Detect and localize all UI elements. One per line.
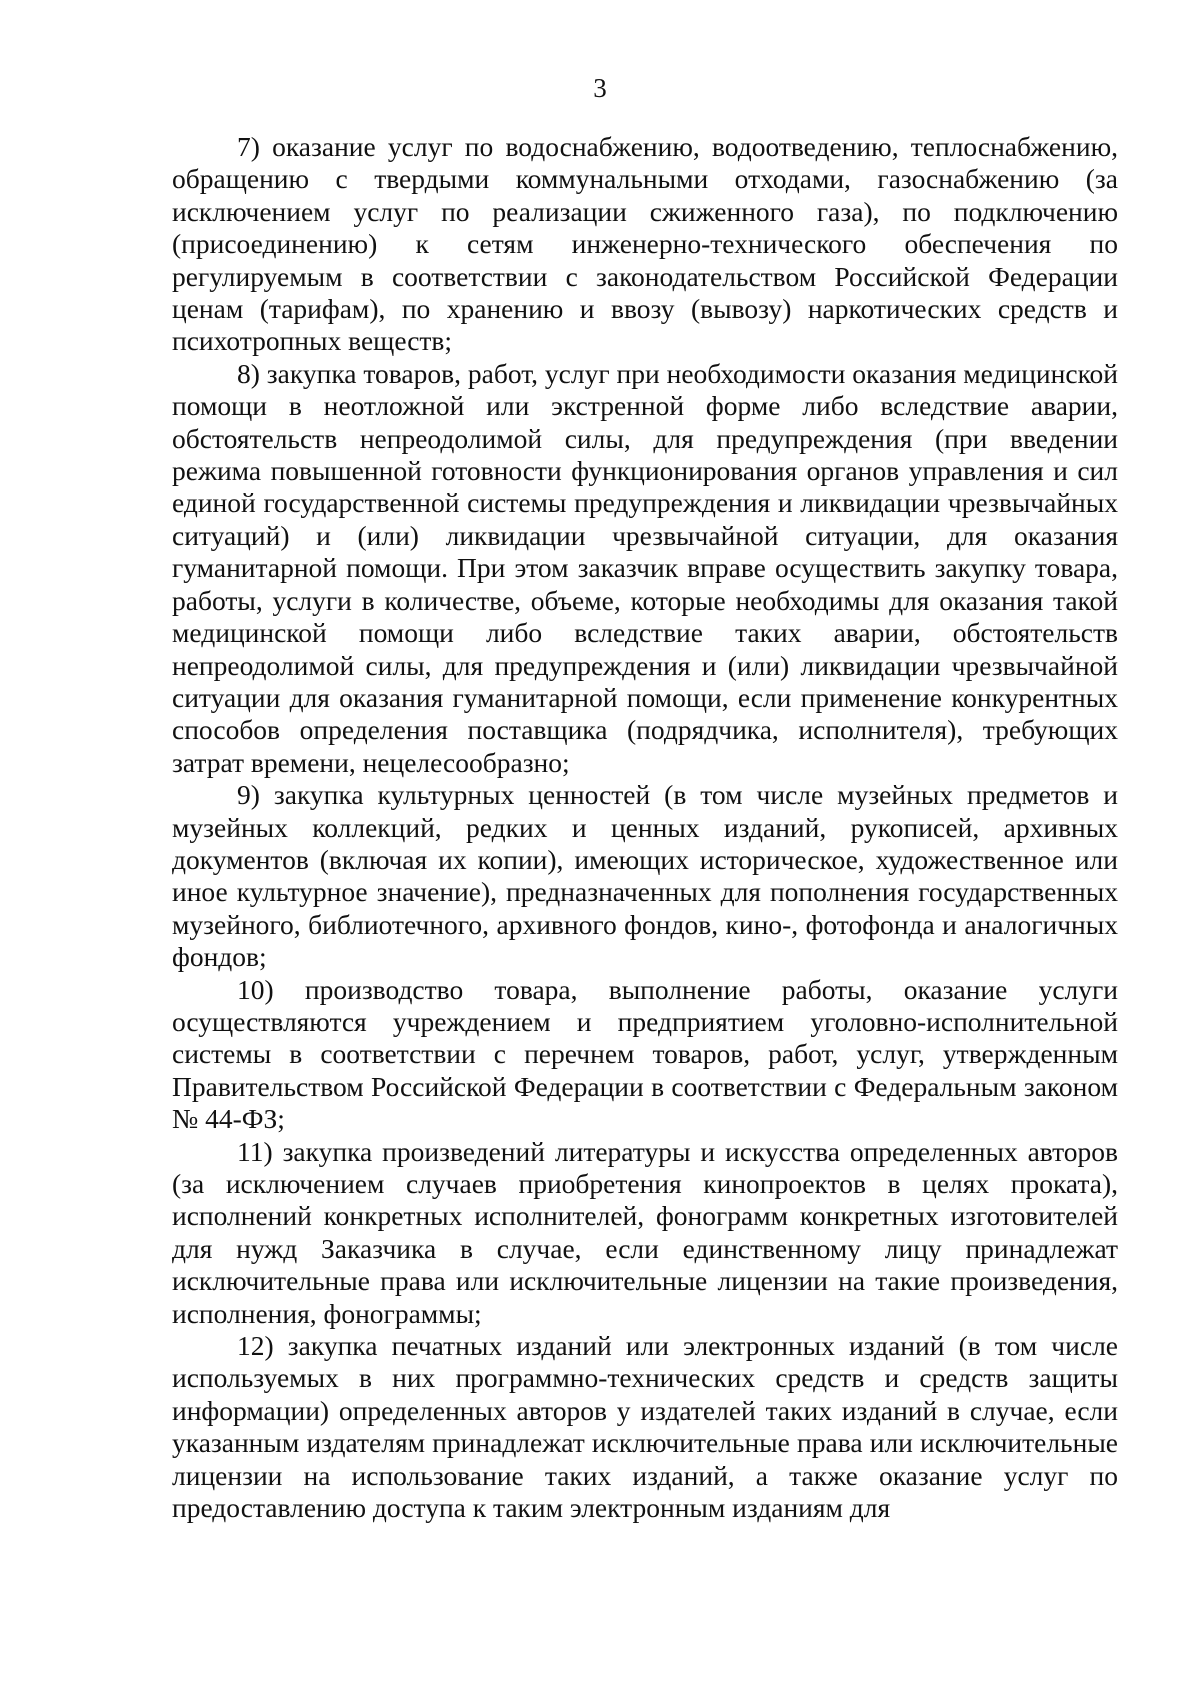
page-number: 3	[593, 73, 607, 103]
paragraph-item-7: 7) оказание услуг по водоснабжению, водоотведению, теплоснабжению, обращению с твердыми коммунальными отходами, газоснабжению (за исключением услуг по реализации сжиженного газа), по подключению (присоединению) к сетям инженерно-технического обеспечения по регулируемым в соответствии с законодательством Российской Федерации ценам (тарифам), по хранению и ввозу (вывозу) наркотических средств и психотропных веществ;	[172, 131, 1118, 357]
document-body	[172, 131, 1118, 1524]
paragraph-item-11: 11) закупка произведений литературы и искусства определенных авторов (за исключением случаев приобретения кинопроектов в целях проката), исполнений конкретных исполнителей, фонограмм конкретных изготовителей для нужд Заказчика в случае, если единственному лицу принадлежат исключительные права или исключительные лицензии на такие произведения, исполнения, фонограммы;	[172, 1135, 1118, 1329]
paragraph-item-8: 8) закупка товаров, работ, услуг при необходимости оказания медицинской помощи в неотложной или экстренной форме либо вследствие аварии, обстоятельств непреодолимой силы, для предупреждения (при введении режима повышенной готовности функционирования органов управления и сил единой государственной системы предупреждения и ликвидации чрезвычайных ситуаций) и (или) ликвидации чрезвычайной ситуации, для оказания гуманитарной помощи. При этом заказчик вправе осуществить закупку товара, работы, услуги в количестве, объеме, которые необходимы для оказания такой медицинской помощи либо вследствие таких аварии, обстоятельств непреодолимой силы, для предупреждения и (или) ликвидации чрезвычайной ситуации для оказания гуманитарной помощи, если применение конкурентных способов определения поставщика (подрядчика, исполнителя), требующих затрат времени, нецелесообразно;	[172, 357, 1118, 778]
paragraph-item-12: 12) закупка печатных изданий или электронных изданий (в том числе используемых в них программно-технических средств и средств защиты информации) определенных авторов у издателей таких изданий в случае, если указанным издателям принадлежат исключительные права или исключительные лицензии на использование таких изданий, а также оказание услуг по предоставлению доступа к таким электронным изданиям для	[172, 1330, 1118, 1524]
paragraph-item-9: 9) закупка культурных ценностей (в том числе музейных предметов и музейных коллекций, редких и ценных изданий, рукописей, архивных документов (включая их копии), имеющих историческое, художественное или иное культурное значение), предназначенных для пополнения государственных музейного, библиотечного, архивного фондов, кино-, фотофонда и аналогичных фондов;	[172, 779, 1118, 973]
paragraph-item-10: 10) производство товара, выполнение работы, оказание услуги осуществляются учреждением и предприятием уголовно-исполнительной системы в соответствии с перечнем товаров, работ, услуг, утвержденным Правительством Российской Федерации в соответствии с Федеральным законом № 44-ФЗ;	[172, 973, 1118, 1135]
